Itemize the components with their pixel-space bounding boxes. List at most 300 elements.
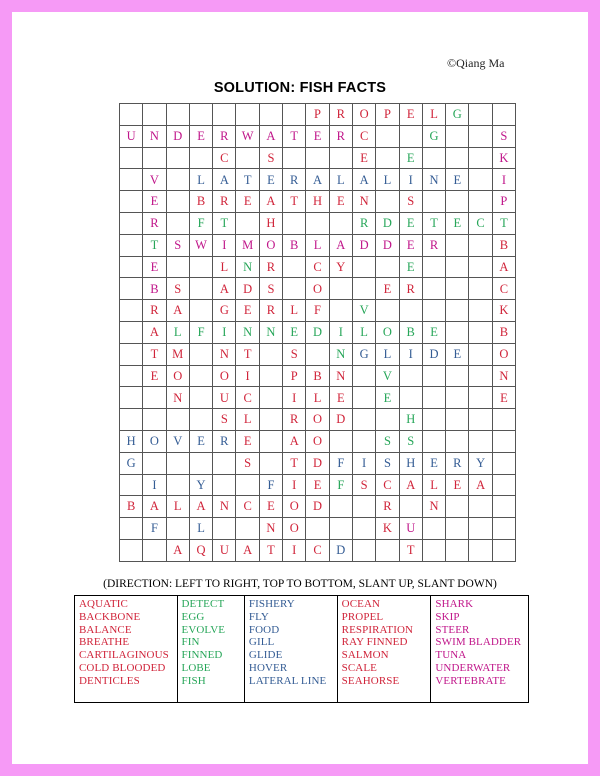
grid-row — [120, 278, 516, 300]
grid-cell — [259, 452, 282, 474]
grid-cell: N — [352, 191, 375, 213]
grid-cell — [352, 409, 375, 431]
grid-cell — [329, 430, 352, 452]
grid-cell — [469, 539, 492, 561]
grid-cell: U — [213, 387, 236, 409]
grid-cell: N — [143, 125, 166, 147]
grid-cell: N — [236, 256, 259, 278]
grid-cell: O — [492, 343, 515, 365]
grid-cell: E — [306, 125, 329, 147]
grid-cell: A — [166, 300, 189, 322]
grid-cell: N — [259, 518, 282, 540]
grid-cell — [399, 300, 422, 322]
grid-row — [120, 125, 516, 147]
grid-cell — [283, 278, 306, 300]
word-list-item: EGG — [181, 610, 205, 623]
grid-cell — [492, 518, 515, 540]
word-list-item: DENTICLES — [79, 674, 140, 687]
grid-cell: W — [236, 125, 259, 147]
grid-cell: E — [399, 234, 422, 256]
grid-cell: O — [306, 430, 329, 452]
grid-cell — [446, 191, 469, 213]
grid-cell: L — [213, 256, 236, 278]
grid-cell: T — [422, 212, 445, 234]
grid-cell: O — [166, 365, 189, 387]
grid-cell — [376, 539, 399, 561]
grid-cell — [469, 343, 492, 365]
grid-cell — [213, 474, 236, 496]
word-list-item: DETECT — [181, 598, 225, 610]
grid-cell — [166, 518, 189, 540]
grid-cell — [189, 278, 212, 300]
grid-cell: I — [399, 169, 422, 191]
word-list-item: FINNED — [181, 649, 223, 662]
grid-cell: H — [399, 452, 422, 474]
word-list-item: SWIM BLADDER — [435, 636, 522, 649]
word-list-item: LATERAL LINE — [248, 674, 327, 687]
grid-cell — [143, 539, 166, 561]
grid-cell — [236, 518, 259, 540]
grid-cell: R — [283, 169, 306, 191]
grid-cell — [120, 365, 143, 387]
grid-cell — [189, 365, 212, 387]
grid-cell: C — [236, 496, 259, 518]
grid-cell: L — [376, 169, 399, 191]
grid-cell: I — [352, 452, 375, 474]
grid-row — [120, 452, 516, 474]
grid-cell — [120, 191, 143, 213]
word-list-item: UNDERWATER — [435, 661, 511, 674]
grid-cell: G — [213, 300, 236, 322]
grid-cell — [352, 278, 375, 300]
grid-cell: S — [492, 125, 515, 147]
grid-cell — [213, 518, 236, 540]
grid-cell — [446, 300, 469, 322]
grid-cell: E — [259, 169, 282, 191]
grid-cell: N — [422, 496, 445, 518]
word-list-item: FLY — [248, 610, 269, 623]
grid-cell: I — [329, 321, 352, 343]
grid-cell: S — [236, 452, 259, 474]
grid-cell — [352, 539, 375, 561]
grid-cell: R — [422, 234, 445, 256]
grid-cell: B — [306, 365, 329, 387]
grid-cell: E — [399, 104, 422, 126]
grid-cell — [446, 387, 469, 409]
grid-cell — [422, 518, 445, 540]
grid-cell — [329, 278, 352, 300]
grid-cell — [166, 104, 189, 126]
grid-cell — [259, 430, 282, 452]
grid-cell: E — [143, 365, 166, 387]
grid-cell — [329, 147, 352, 169]
word-list-item: EVOLVE — [181, 623, 226, 636]
grid-cell: C — [306, 539, 329, 561]
grid-cell — [120, 234, 143, 256]
word-list-column — [430, 596, 528, 702]
grid-cell: U — [120, 125, 143, 147]
grid-cell — [469, 300, 492, 322]
grid-cell: L — [352, 321, 375, 343]
worksheet-page — [12, 12, 588, 764]
grid-cell — [446, 365, 469, 387]
grid-cell: F — [143, 518, 166, 540]
grid-cell — [399, 125, 422, 147]
grid-cell: S — [166, 234, 189, 256]
grid-cell — [283, 147, 306, 169]
grid-cell: D — [329, 409, 352, 431]
grid-cell — [120, 169, 143, 191]
grid-cell — [236, 474, 259, 496]
grid-cell — [446, 278, 469, 300]
grid-cell: O — [306, 278, 329, 300]
grid-cell — [469, 125, 492, 147]
grid-cell: E — [143, 256, 166, 278]
grid-cell: A — [306, 169, 329, 191]
grid-cell: I — [283, 387, 306, 409]
grid-cell — [469, 321, 492, 343]
word-list-item: GILL — [248, 636, 275, 649]
grid-cell: D — [306, 496, 329, 518]
grid-cell: M — [166, 343, 189, 365]
grid-cell — [446, 234, 469, 256]
grid-cell: A — [166, 539, 189, 561]
grid-cell — [352, 256, 375, 278]
grid-cell: D — [329, 539, 352, 561]
grid-cell: O — [143, 430, 166, 452]
grid-cell: E — [446, 343, 469, 365]
grid-cell — [469, 147, 492, 169]
grid-cell: A — [259, 191, 282, 213]
grid-cell: A — [143, 496, 166, 518]
word-list-item: VERTEBRATE — [435, 674, 506, 687]
grid-cell — [306, 212, 329, 234]
grid-cell: E — [143, 191, 166, 213]
grid-cell — [446, 430, 469, 452]
grid-cell: E — [399, 256, 422, 278]
grid-row — [120, 474, 516, 496]
grid-cell: E — [422, 452, 445, 474]
grid-cell — [469, 518, 492, 540]
grid-cell: E — [329, 191, 352, 213]
word-list-item: HOVER — [248, 661, 288, 674]
grid-cell — [422, 191, 445, 213]
grid-cell: N — [236, 321, 259, 343]
grid-cell — [143, 452, 166, 474]
grid-cell — [306, 147, 329, 169]
word-list-item: TUNA — [435, 649, 467, 662]
grid-cell: A — [469, 474, 492, 496]
grid-cell: L — [189, 518, 212, 540]
grid-cell: N — [213, 343, 236, 365]
grid-cell: T — [259, 539, 282, 561]
grid-cell: I — [492, 169, 515, 191]
grid-cell: G — [352, 343, 375, 365]
grid-cell: G — [446, 104, 469, 126]
grid-cell: P — [306, 104, 329, 126]
grid-cell: A — [352, 169, 375, 191]
grid-cell: U — [399, 518, 422, 540]
grid-cell — [492, 496, 515, 518]
word-list-item: OCEAN — [341, 598, 381, 610]
grid-cell — [422, 365, 445, 387]
grid-cell — [189, 104, 212, 126]
grid-cell — [283, 212, 306, 234]
grid-cell — [213, 452, 236, 474]
grid-cell — [422, 256, 445, 278]
grid-cell: A — [259, 125, 282, 147]
grid-cell: W — [189, 234, 212, 256]
word-list-item: FISHERY — [248, 598, 295, 610]
word-list-item: BALANCE — [79, 623, 132, 636]
grid-cell: I — [399, 343, 422, 365]
grid-cell: O — [259, 234, 282, 256]
grid-cell: S — [283, 343, 306, 365]
grid-cell — [376, 147, 399, 169]
word-list-item: PROPEL — [341, 610, 384, 623]
grid-cell: O — [283, 496, 306, 518]
grid-row — [120, 147, 516, 169]
grid-cell: Y — [329, 256, 352, 278]
grid-cell: B — [189, 191, 212, 213]
grid-cell: R — [213, 125, 236, 147]
grid-row — [120, 496, 516, 518]
grid-cell: E — [399, 212, 422, 234]
grid-cell: E — [492, 387, 515, 409]
word-list-item: SKIP — [435, 610, 460, 623]
grid-cell: F — [189, 321, 212, 343]
grid-cell: K — [492, 300, 515, 322]
grid-cell — [329, 518, 352, 540]
grid-cell: E — [189, 125, 212, 147]
grid-cell — [446, 321, 469, 343]
grid-cell — [492, 409, 515, 431]
grid-cell — [422, 300, 445, 322]
grid-cell — [120, 147, 143, 169]
grid-cell — [120, 343, 143, 365]
grid-cell — [236, 212, 259, 234]
grid-cell — [120, 474, 143, 496]
grid-cell — [189, 147, 212, 169]
grid-cell: R — [259, 300, 282, 322]
grid-cell — [166, 256, 189, 278]
grid-cell: H — [399, 409, 422, 431]
grid-cell — [189, 300, 212, 322]
grid-row — [120, 300, 516, 322]
grid-cell: R — [376, 496, 399, 518]
grid-cell: B — [492, 321, 515, 343]
grid-cell — [492, 539, 515, 561]
grid-row — [120, 409, 516, 431]
grid-cell — [492, 104, 515, 126]
grid-cell: K — [376, 518, 399, 540]
grid-cell: E — [446, 169, 469, 191]
grid-cell: R — [283, 409, 306, 431]
grid-cell: E — [306, 474, 329, 496]
grid-cell: T — [236, 343, 259, 365]
grid-cell: B — [399, 321, 422, 343]
grid-cell: I — [213, 234, 236, 256]
grid-cell — [189, 452, 212, 474]
grid-cell: O — [306, 409, 329, 431]
grid-cell — [120, 518, 143, 540]
grid-cell: B — [143, 278, 166, 300]
grid-cell — [446, 539, 469, 561]
word-list-item: CARTILAGINOUS — [79, 649, 169, 662]
grid-row — [120, 169, 516, 191]
grid-cell — [166, 212, 189, 234]
grid-cell — [120, 300, 143, 322]
grid-cell: E — [329, 387, 352, 409]
grid-cell: K — [492, 147, 515, 169]
grid-cell: R — [143, 300, 166, 322]
word-list-column — [337, 596, 431, 702]
grid-cell: L — [422, 474, 445, 496]
grid-cell: D — [376, 234, 399, 256]
page-title: SOLUTION: FISH FACTS — [213, 80, 387, 96]
grid-cell — [469, 169, 492, 191]
grid-row — [120, 256, 516, 278]
grid-cell — [352, 496, 375, 518]
grid-cell — [236, 104, 259, 126]
grid-cell: R — [143, 212, 166, 234]
grid-cell — [469, 430, 492, 452]
grid-cell: T — [492, 212, 515, 234]
grid-cell: T — [283, 191, 306, 213]
word-list — [74, 595, 529, 703]
grid-cell: N — [213, 496, 236, 518]
grid-cell: S — [376, 430, 399, 452]
grid-cell: Q — [189, 539, 212, 561]
grid-cell: F — [329, 452, 352, 474]
grid-cell: S — [352, 474, 375, 496]
word-list-item: LOBE — [181, 661, 211, 674]
grid-cell: U — [213, 539, 236, 561]
word-list-item: BREATHE — [79, 636, 130, 649]
grid-cell: S — [259, 278, 282, 300]
grid-cell: E — [376, 387, 399, 409]
grid-row — [120, 234, 516, 256]
grid-cell: A — [213, 278, 236, 300]
grid-cell — [446, 125, 469, 147]
grid-cell: H — [120, 430, 143, 452]
word-list-item: STEER — [435, 623, 470, 636]
grid-cell: F — [329, 474, 352, 496]
grid-cell — [143, 104, 166, 126]
grid-cell — [352, 518, 375, 540]
grid-cell: R — [399, 278, 422, 300]
grid-cell: N — [329, 343, 352, 365]
word-list-item: SHARK — [435, 598, 474, 610]
grid-cell: N — [492, 365, 515, 387]
grid-cell: C — [492, 278, 515, 300]
grid-cell — [446, 518, 469, 540]
grid-cell — [376, 409, 399, 431]
grid-cell — [376, 125, 399, 147]
grid-cell: R — [446, 452, 469, 474]
grid-row — [120, 365, 516, 387]
grid-cell: L — [283, 300, 306, 322]
grid-cell: C — [306, 256, 329, 278]
grid-cell: T — [143, 343, 166, 365]
grid-cell: R — [352, 212, 375, 234]
grid-cell: S — [376, 452, 399, 474]
grid-row — [120, 539, 516, 561]
grid-cell: I — [213, 321, 236, 343]
grid-cell — [376, 191, 399, 213]
grid-cell: N — [422, 169, 445, 191]
grid-cell: E — [236, 300, 259, 322]
grid-cell: R — [329, 125, 352, 147]
grid-cell — [329, 212, 352, 234]
grid-cell: O — [283, 518, 306, 540]
word-list-item: SCALE — [341, 661, 377, 674]
grid-cell: L — [189, 169, 212, 191]
word-list-item: FISH — [181, 674, 206, 687]
grid-cell — [283, 104, 306, 126]
grid-cell — [329, 496, 352, 518]
grid-cell: V — [143, 169, 166, 191]
grid-cell — [259, 104, 282, 126]
grid-cell: A — [329, 234, 352, 256]
grid-cell — [469, 387, 492, 409]
grid-cell — [189, 343, 212, 365]
grid-cell: E — [236, 430, 259, 452]
grid-cell — [166, 147, 189, 169]
grid-cell: A — [213, 169, 236, 191]
grid-cell — [492, 430, 515, 452]
grid-cell: C — [469, 212, 492, 234]
grid-cell: S — [399, 430, 422, 452]
grid-cell: Y — [469, 452, 492, 474]
grid-cell: A — [399, 474, 422, 496]
grid-cell — [352, 365, 375, 387]
grid-cell — [469, 409, 492, 431]
grid-cell: I — [143, 474, 166, 496]
grid-row — [120, 430, 516, 452]
word-list-item: GLIDE — [248, 649, 283, 662]
grid-cell: I — [283, 539, 306, 561]
grid-cell: T — [143, 234, 166, 256]
grid-cell — [399, 365, 422, 387]
grid-cell: E — [446, 474, 469, 496]
grid-cell: E — [283, 321, 306, 343]
grid-cell — [120, 104, 143, 126]
grid-cell: T — [283, 452, 306, 474]
grid-cell — [283, 256, 306, 278]
grid-cell: T — [283, 125, 306, 147]
grid-cell — [399, 496, 422, 518]
direction-note: (DIRECTION: LEFT TO RIGHT, TOP TO BOTTOM, SLANT UP, SLANT DOWN) — [103, 578, 497, 590]
grid-cell: S — [166, 278, 189, 300]
grid-cell — [120, 256, 143, 278]
grid-cell — [422, 387, 445, 409]
grid-row — [120, 518, 516, 540]
word-list-item: FOOD — [248, 623, 280, 636]
grid-cell — [352, 430, 375, 452]
grid-cell — [166, 191, 189, 213]
grid-cell: P — [283, 365, 306, 387]
grid-cell — [376, 256, 399, 278]
grid-cell: B — [492, 234, 515, 256]
grid-cell — [469, 256, 492, 278]
grid-cell — [120, 539, 143, 561]
grid-cell: A — [143, 321, 166, 343]
grid-cell — [352, 387, 375, 409]
grid-cell — [492, 474, 515, 496]
grid-cell: S — [259, 147, 282, 169]
grid-cell — [422, 430, 445, 452]
